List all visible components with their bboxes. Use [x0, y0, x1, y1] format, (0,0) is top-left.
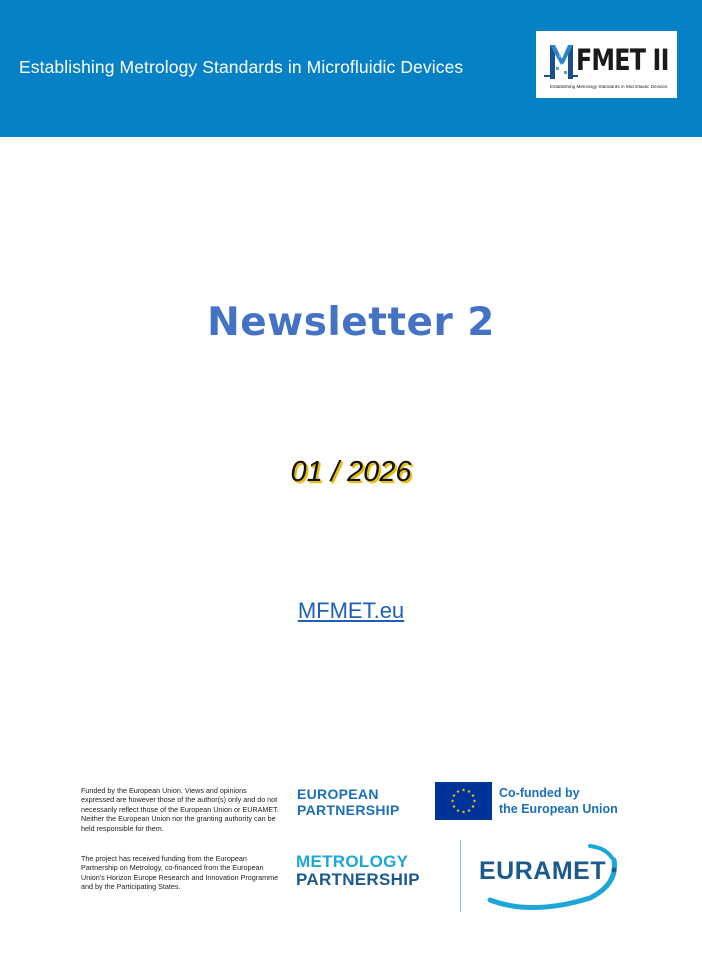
newsletter-title: Newsletter 2	[207, 300, 495, 345]
logo-divider	[460, 840, 461, 912]
issue-date: 01 / 2026	[290, 456, 412, 488]
eu-star	[462, 810, 466, 813]
eu-star	[467, 809, 471, 812]
eu-star	[456, 790, 460, 793]
metrology-partnership-logo	[296, 853, 420, 889]
website-link[interactable]	[0, 598, 702, 624]
european-partnership-line2: PARTNERSHIP	[297, 802, 400, 818]
cofunded-line1: Co-funded by	[499, 786, 580, 800]
eu-star	[473, 799, 477, 802]
logo-wordmark: FMET II	[576, 43, 669, 77]
cofunded-label	[499, 786, 618, 817]
funding-statement: The project has received funding from the European Partnership on Metrology, co-financed from the European Union's Horizon Europe Research and Innovation Programme and by the Participating States.	[81, 854, 279, 892]
mfmet-logo	[536, 31, 677, 98]
eu-flag-icon	[435, 782, 492, 820]
euramet-logo: EURAMET	[479, 857, 607, 885]
metrology-line2: PARTNERSHIP	[296, 870, 420, 889]
european-partnership-line1: EUROPEAN	[297, 786, 379, 802]
eu-star	[471, 805, 475, 808]
metrology-line1: METROLOGY	[296, 852, 409, 871]
eu-star	[462, 788, 466, 791]
eu-star	[452, 794, 456, 797]
cofunded-line2: the European Union	[499, 801, 618, 816]
logo-tagline: Establishing Metrology Standards in Microfluidic Devices	[550, 85, 668, 90]
eu-star	[456, 809, 460, 812]
eu-disclaimer: Funded by the European Union. Views and opinions expressed are however those of the author(s) only and do not necessarily reflect those of the European Union or EURAMET. Neither the European Union nor the granting authority can be held responsible for them.	[81, 786, 279, 833]
header-banner	[0, 0, 702, 137]
eu-star	[452, 805, 456, 808]
website-link-text[interactable]: MFMET.eu	[297, 598, 405, 623]
header-title: Establishing Metrology Standards in Microfluidic Devices	[19, 57, 464, 77]
european-partnership-logo	[297, 786, 400, 818]
eu-star	[467, 790, 471, 793]
eu-star	[451, 799, 455, 802]
eu-star	[471, 794, 475, 797]
